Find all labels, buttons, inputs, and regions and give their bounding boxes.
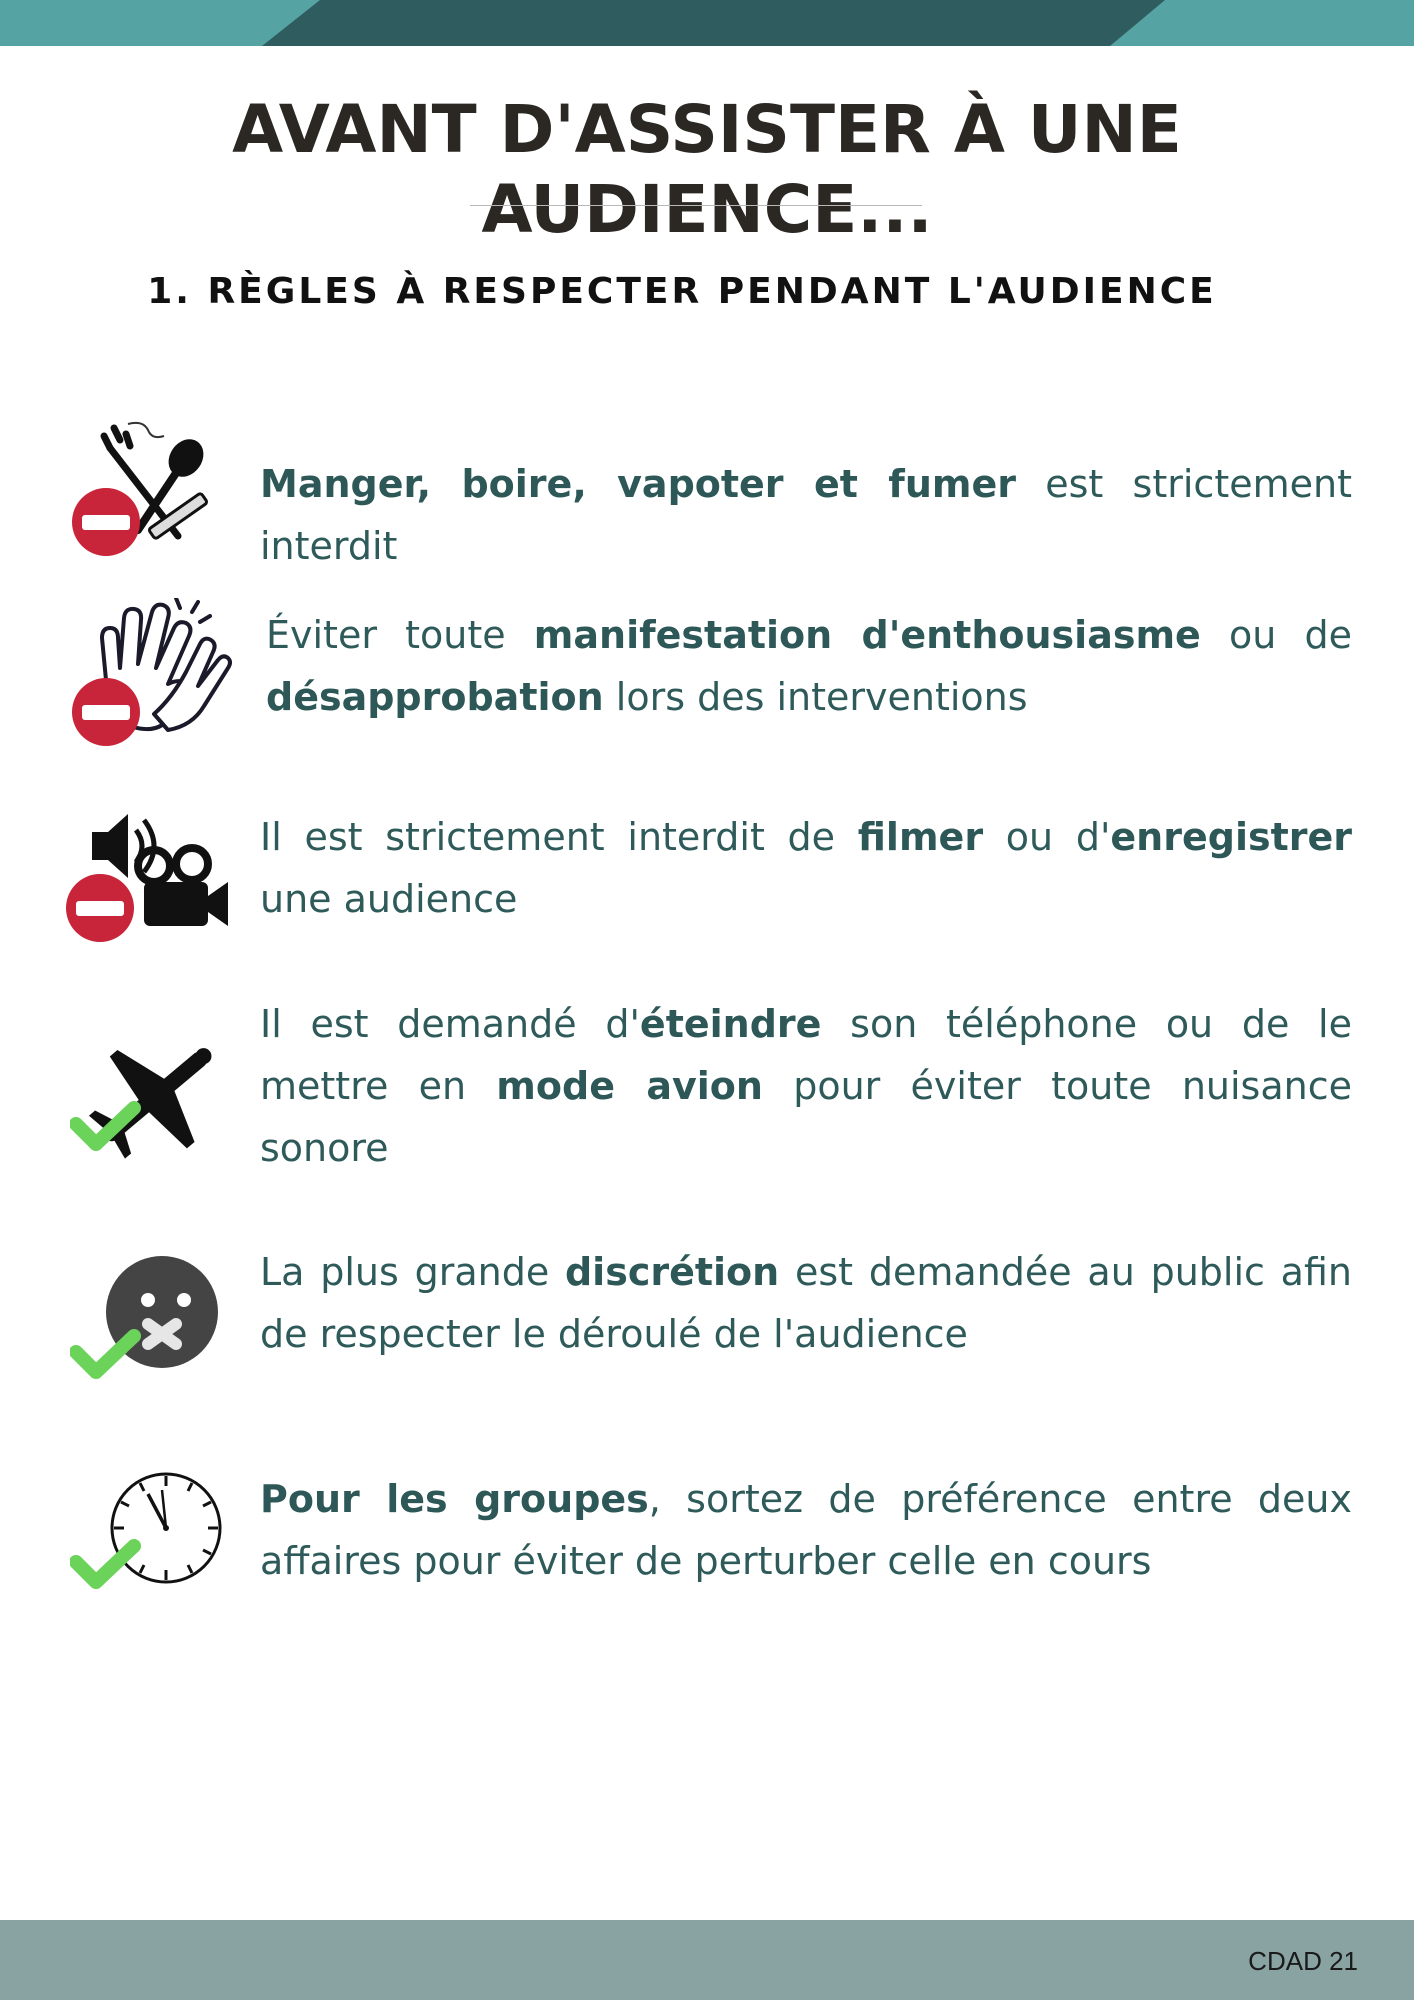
airplane-mode-icon (70, 1030, 230, 1160)
clock-icon (70, 1470, 230, 1590)
no-recording-icon (64, 808, 234, 948)
footer-label: CDAD 21 (1248, 1946, 1358, 1976)
rule-no-recording: Il est strictement interdit de filmer ou d'enregistrer une audience (260, 815, 1353, 921)
section-heading: 1. RÈGLES À RESPECTER PENDANT L'AUDIENCE (147, 271, 1217, 312)
title-divider (470, 205, 922, 206)
footer-bar (0, 1920, 1414, 2000)
rule-discretion: La plus grande discrétion est demandée au public afin de respecter le déroulé de l'audience (260, 1250, 1352, 1356)
page-title: AVANT D'ASSISTER À UNE AUDIENCE... (232, 91, 1182, 248)
top-banner (0, 0, 1414, 46)
rule-groups: Pour les groupes, sortez de préférence entre deux affaires pour éviter de perturber celle en cours (260, 1477, 1352, 1583)
no-clapping-icon (68, 598, 233, 750)
silent-face-icon (70, 1254, 230, 1384)
no-eating-smoking-icon (68, 418, 228, 558)
rule-no-reactions: Éviter toute manifestation d'enthousiasme ou de désapprobation lors des interventions (266, 613, 1352, 719)
rule-no-eating-smoking: Manger, boire, vapoter et fumer est strictement interdit (260, 462, 1352, 568)
rule-airplane-mode: Il est demandé d'éteindre son téléphone ou de le mettre en mode avion pour éviter toute nuisance sonore (260, 1002, 1352, 1170)
